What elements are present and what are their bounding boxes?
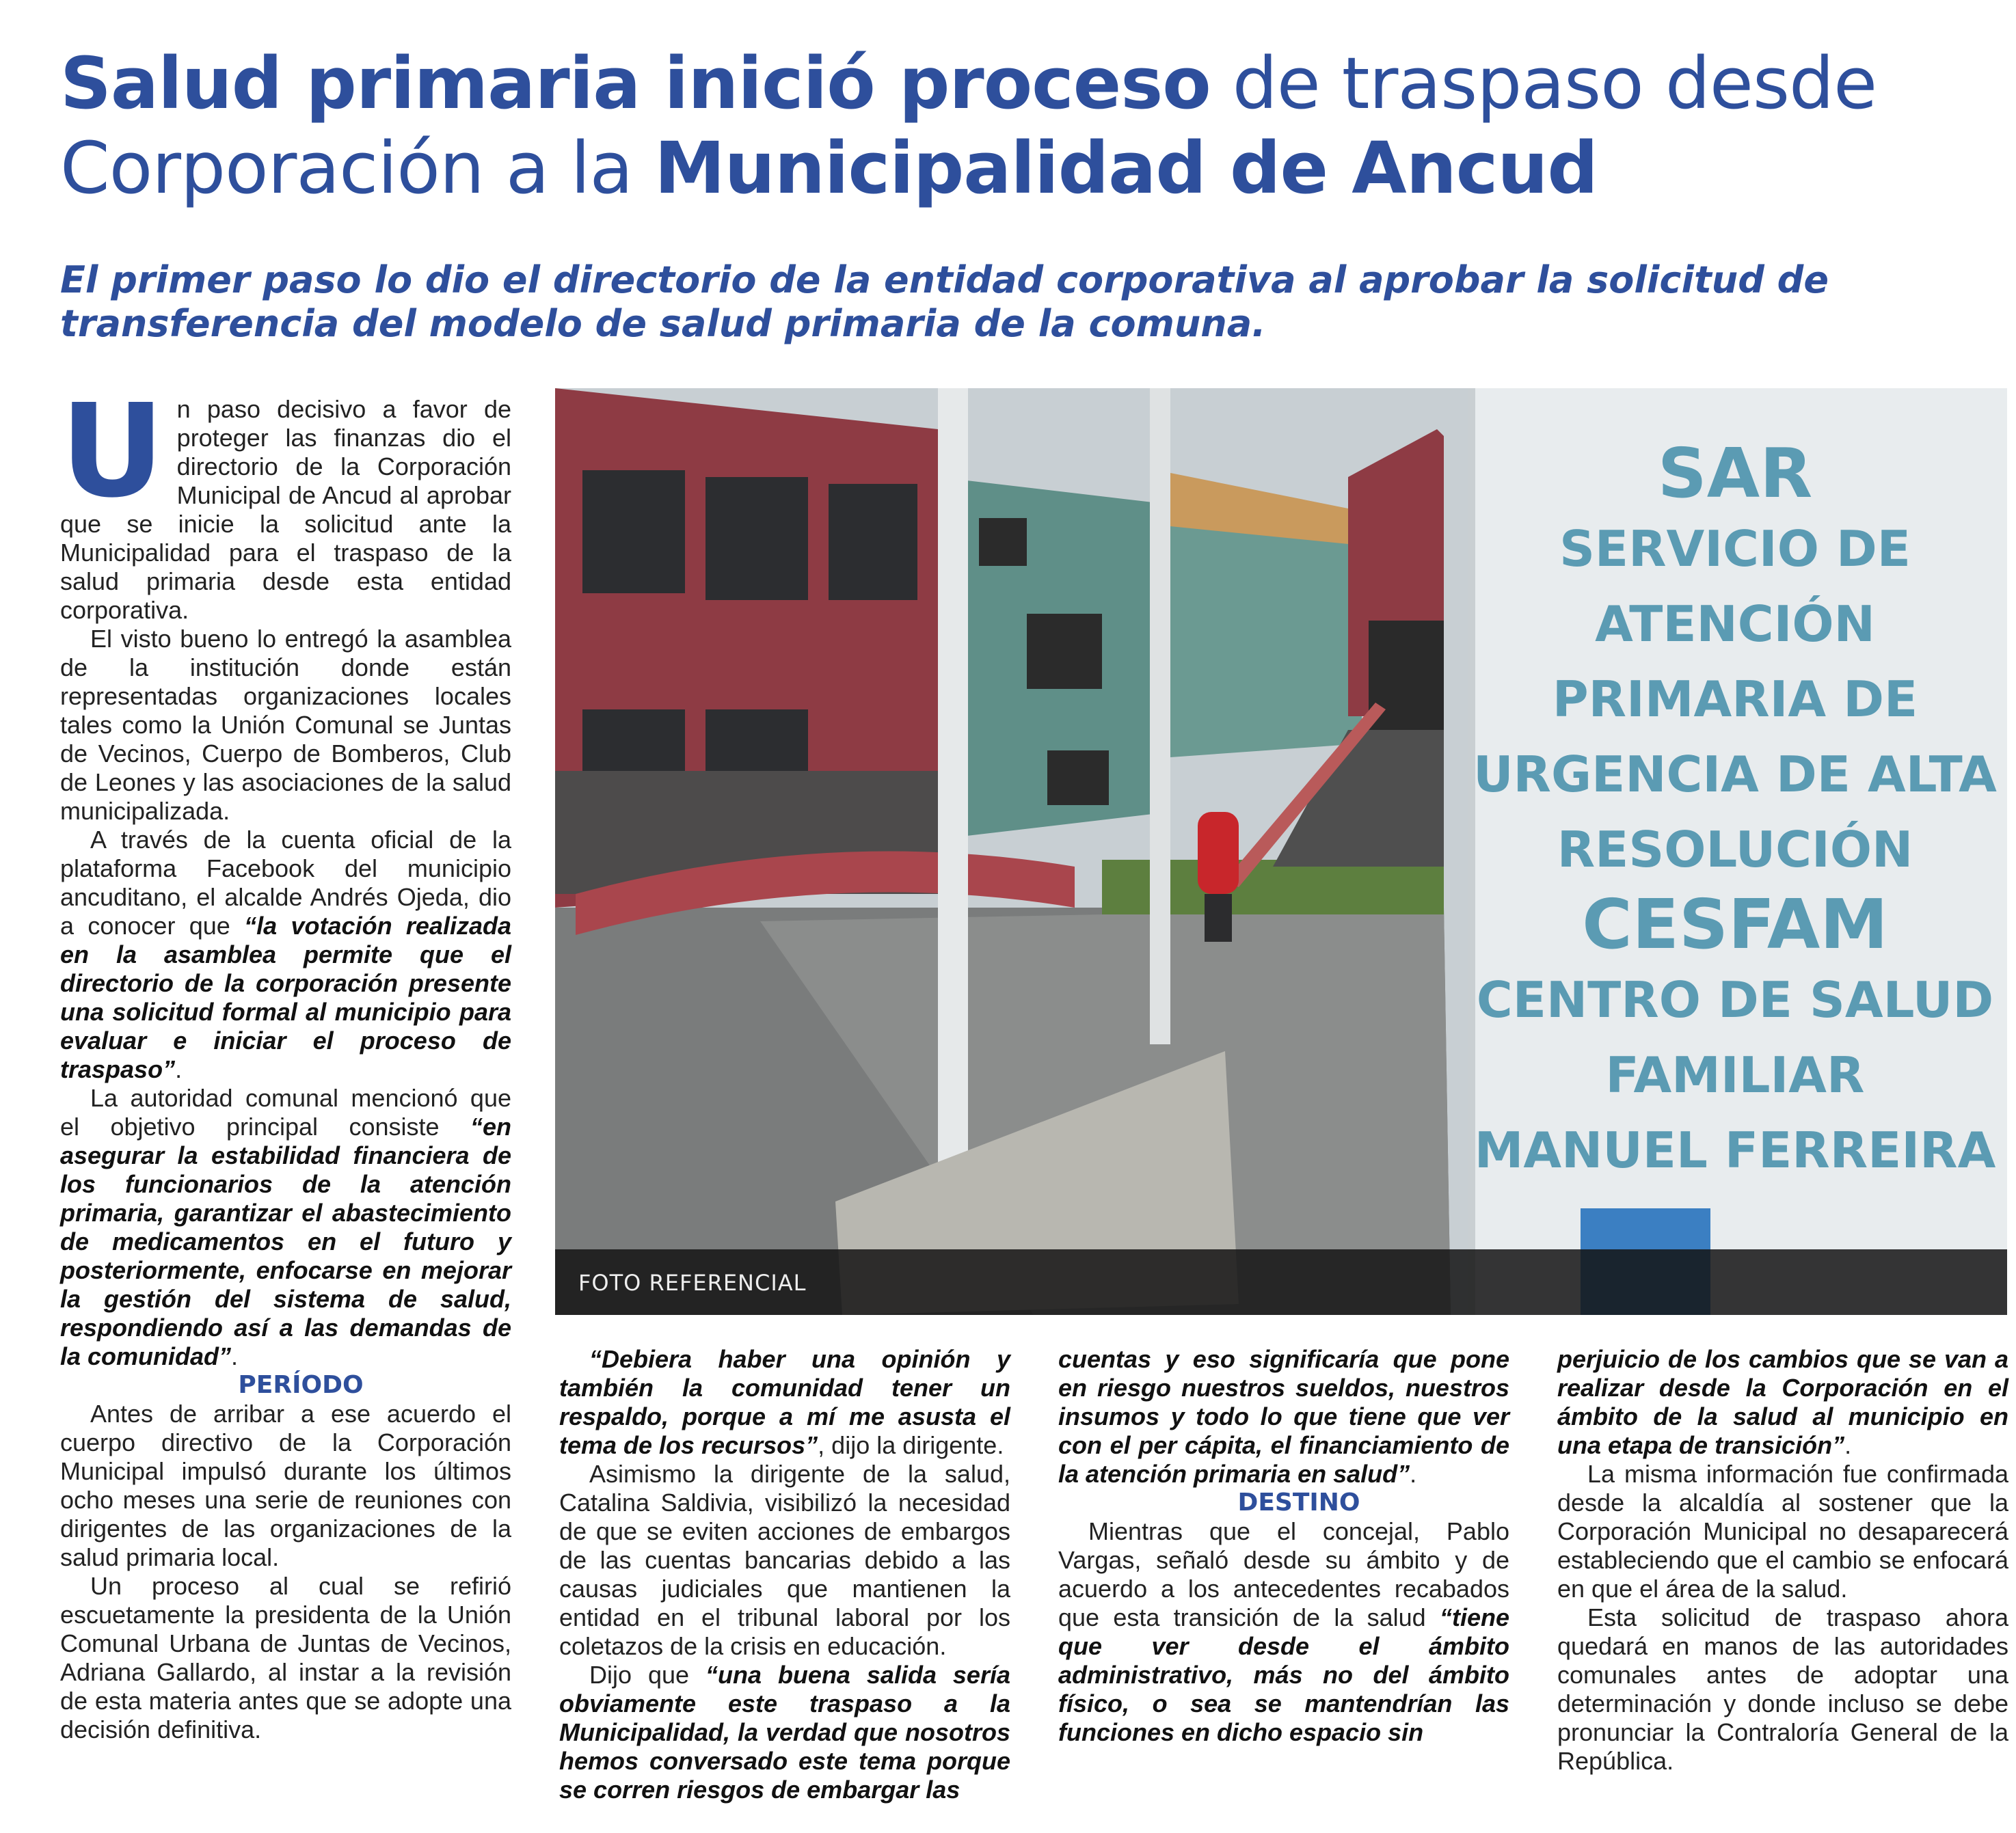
paragraph-3-text: A través de la cuenta oficial de la plataforma Facebook del municipio ancuditano, el alcalde Andrés Ojeda, dio a conocer que	[60, 826, 511, 940]
sign-line-1: SAR	[1657, 433, 1813, 513]
sign-line-5: URGENCIA DE ALTA	[1473, 746, 1997, 803]
paragraph-4	[60, 1084, 511, 1371]
deck-subtitle: El primer paso lo dio el directorio de la entidad corporativa al aprobar la solicitud de transferencia del modelo de salud primaria de la comuna.	[60, 258, 1829, 345]
paragraph-3-end: .	[175, 1055, 183, 1083]
article-column-4	[1557, 1345, 2008, 1776]
paragraph-9-continued	[1058, 1345, 1509, 1489]
sign-line-7: CESFAM	[1582, 884, 1888, 964]
paragraph-10-end: .	[1844, 1431, 1852, 1459]
quote-mayor-2: “en asegurar la estabilidad financiera de los funcionarios de la atención primaria, garantizar el abastecimiento de medicamentos en el futuro y posteriormente, enfocarse en mejorar la gestión del sistema de salud, respondiendo así a las demandas de la comunidad”	[60, 1113, 511, 1370]
paragraph-10-continued	[1557, 1345, 2008, 1460]
headline	[60, 41, 1988, 211]
sign-line-9: FAMILIAR	[1605, 1046, 1865, 1104]
paragraph-9-text: Dijo que	[589, 1661, 705, 1689]
photo-cesfam	[555, 388, 2007, 1315]
sign-line-8: CENTRO DE SALUD	[1476, 971, 1994, 1029]
headline-bold-2: Municipalidad de Ancud	[654, 126, 1598, 210]
paragraph-1-text: n paso decisivo a favor de proteger las finanzas dio el directorio de la Corporación Municipal de Ancud al aprobar que se inicie la solicitud ante la Municipalidad para el traspaso de la salud primaria desde esta entidad corporativa.	[60, 395, 511, 624]
sign-line-6: RESOLUCIÓN	[1557, 821, 1913, 878]
quote-gallardo: “Debiera haber una opinión y también la comunidad tener un respaldo, porque a mí me asusta el tema de los recursos”	[559, 1345, 1010, 1459]
subhead-destino: DESTINO	[1237, 1489, 1360, 1517]
sign-line-4: PRIMARIA DE	[1552, 670, 1918, 728]
headline-regular-1: de traspaso desde	[1210, 42, 1877, 125]
paragraph-4-end: .	[231, 1342, 239, 1370]
article-column-1	[60, 377, 511, 1744]
photo-caption: FOTO REFERENCIAL	[578, 1270, 807, 1296]
quote-saldivia-part-2: cuentas y eso significaría que pone en riesgo nuestros sueldos, nuestros insumos y todo lo que tiene que ver con el per cápita, el financiamiento de la atención primaria en salud”	[1058, 1345, 1509, 1488]
drop-cap: U	[60, 377, 165, 526]
quote-saldivia-part-1: “una buena salida sería obviamente este traspaso a la Municipalidad, la verdad que nosotros hemos conversado este tema porque se corren riesgos de embargar las	[559, 1661, 1010, 1804]
paragraph-8: Asimismo la dirigente de la salud, Catalina Saldivia, visibilizó la necesidad de que se eviten acciones de embargos de las cuentas bancarias debido a las causas judiciales que mantienen la entidad en el tribunal laboral por los coletazos de la crisis en educación.	[559, 1460, 1010, 1660]
quote-mayor-1: “la votación realizada en la asamblea permite que el directorio de la corporación presente una solicitud formal al municipio para evaluar e iniciar el proceso de traspaso”	[60, 912, 511, 1083]
headline-regular-2: Corporación a la	[60, 126, 655, 210]
paragraph-6: Un proceso al cual se refirió escuetamente la presidenta de la Unión Comunal Urbana de Juntas de Vecinos, Adriana Gallardo, al instar a la revisión de esta materia antes que se adopte una decisión definitiva.	[60, 1572, 511, 1743]
paragraph-1	[60, 377, 511, 625]
sign-line-3: ATENCIÓN	[1595, 595, 1875, 653]
quote-vargas-part-1: “tiene que ver desde el ámbito administrativo, más no del ámbito físico, o sea se mantendrían las funciones en dicho espacio sin	[1058, 1603, 1509, 1746]
sign-text	[1468, 433, 2002, 1188]
paragraph-2: El visto bueno lo entregó la asamblea de la institución donde están representadas organizaciones locales tales como la Unión Comunal se Juntas de Vecinos, Cuerpo de Bomberos, Club de Leones y las asociaciones de la salud municipalizada.	[60, 625, 511, 825]
headline-bold-1: Salud primaria inició proceso	[60, 42, 1211, 125]
paragraph-9	[559, 1661, 1010, 1804]
paragraph-11: La misma información fue confirmada desde la alcaldía al sostener que la Corporación Municipal no desaparecerá estableciendo que el cambio se enfocará en que el área de la salud.	[1557, 1460, 2008, 1603]
paragraph-10	[1058, 1517, 1509, 1747]
article-column-3	[1058, 1345, 1509, 1747]
paragraph-7	[559, 1345, 1010, 1460]
sign-line-10: MANUEL FERREIRA	[1474, 1122, 1996, 1179]
paragraph-5: Antes de arribar a ese acuerdo el cuerpo directivo de la Corporación Municipal impulsó durante los últimos ocho meses una serie de reuniones con dirigentes de las organizaciones de la salud primaria local.	[60, 1400, 511, 1571]
sign-line-2: SERVICIO DE	[1559, 520, 1911, 578]
paragraph-3	[60, 826, 511, 1084]
paragraph-9-end: .	[1410, 1460, 1417, 1488]
quote-vargas-part-2: perjuicio de los cambios que se van a realizar desde la Corporación en el ámbito de la salud al municipio en una etapa de transición”	[1557, 1345, 2008, 1459]
paragraph-12: Esta solicitud de traspaso ahora quedará en manos de las autoridades comunales antes de adoptar una determinación y donde incluso se debe pronunciar la Contraloría General de la República.	[1557, 1603, 2008, 1775]
paragraph-4-text: La autoridad comunal mencionó que el objetivo principal consiste	[60, 1084, 511, 1141]
paragraph-7-end: , dijo la dirigente.	[818, 1431, 1004, 1459]
paragraph-10-text: Mientras que el concejal, Pablo Vargas, señaló desde su ámbito y de acuerdo a los antecedentes recabados que esta transición de la salud	[1058, 1517, 1509, 1631]
subhead-periodo: PERÍODO	[238, 1371, 364, 1399]
article-column-2	[559, 1345, 1010, 1804]
